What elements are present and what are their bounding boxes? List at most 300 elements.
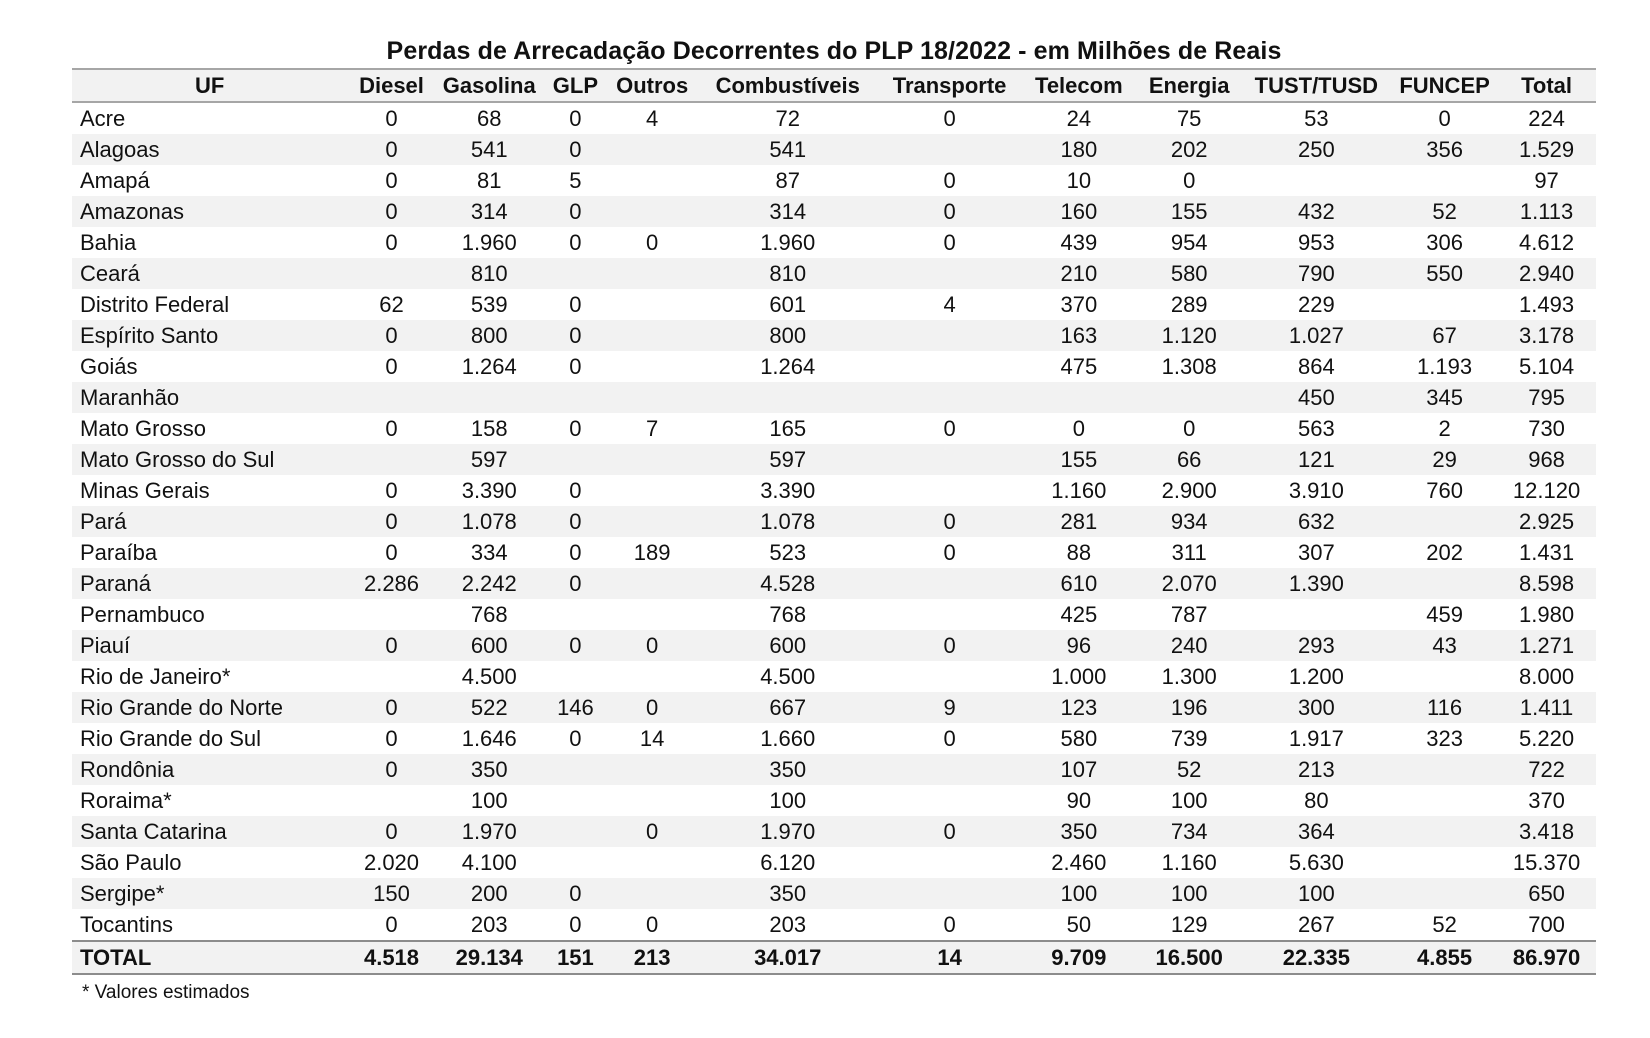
- value-cell-outros: [608, 599, 696, 630]
- value-cell-combustiveis: 810: [696, 258, 879, 289]
- value-cell-outros: 7: [646, 415, 659, 441]
- state-name-cell: Mato Grosso: [80, 415, 206, 441]
- value-cell-telecom: 50: [1066, 911, 1092, 937]
- value-cell-gasolina: 334: [470, 539, 508, 565]
- table-row: [72, 630, 1596, 661]
- value-cell-gasolina: 4.500: [461, 663, 517, 689]
- header-row: [72, 69, 1596, 102]
- value-cell-gasolina: 1.970: [436, 816, 543, 847]
- state-name-cell: Mato Grosso do Sul: [72, 444, 347, 475]
- value-cell-energia: 2.900: [1161, 477, 1217, 503]
- value-cell-energia: [1138, 382, 1241, 413]
- value-cell-tust-tusd: 100: [1241, 878, 1392, 909]
- value-cell-combustiveis: 768: [769, 601, 807, 627]
- value-cell-transporte: 0: [943, 911, 956, 937]
- value-cell-energia: 52: [1138, 754, 1241, 785]
- value-cell-glp: 146: [543, 692, 608, 723]
- value-cell-glp: [543, 754, 608, 785]
- value-cell-telecom: 100: [1020, 878, 1138, 909]
- state-name-cell: Sergipe*: [72, 878, 347, 909]
- value-cell-total: 370: [1528, 787, 1565, 813]
- value-cell-tust-tusd: 1.200: [1288, 663, 1344, 689]
- value-cell-diesel: 150: [347, 878, 435, 909]
- revenue-loss-table: [72, 68, 1596, 975]
- table-row: [72, 227, 1596, 258]
- value-cell-tust-tusd: 267: [1298, 911, 1335, 937]
- table-row: [72, 599, 1596, 630]
- value-cell-diesel: 62: [379, 291, 404, 317]
- value-cell-combustiveis: 541: [696, 134, 879, 165]
- value-cell-combustiveis: 4.528: [696, 568, 879, 599]
- value-cell-transporte: [879, 134, 1020, 165]
- value-cell-funcep: 345: [1392, 382, 1497, 413]
- total-cell-energia: 16.500: [1138, 941, 1241, 974]
- total-row: [72, 941, 1596, 974]
- value-cell-energia: 75: [1176, 105, 1202, 131]
- value-cell-glp: [543, 816, 608, 847]
- value-cell-outros: [608, 289, 696, 320]
- state-name-cell: Tocantins: [80, 911, 173, 937]
- value-cell-diesel: 0: [385, 725, 398, 751]
- total-cell-telecom: 9.709: [1020, 941, 1138, 974]
- value-cell-outros: [608, 661, 696, 692]
- column-header-tust-tusd: TUST/TUSD: [1241, 69, 1392, 102]
- value-cell-tust-tusd: 450: [1241, 382, 1392, 413]
- table-row: [72, 320, 1596, 351]
- value-cell-total: 5.220: [1519, 725, 1575, 751]
- value-cell-outros: 4: [646, 105, 659, 131]
- value-cell-energia: 196: [1138, 692, 1241, 723]
- column-header-energia: Energia: [1138, 69, 1241, 102]
- value-cell-funcep: [1392, 816, 1497, 847]
- value-cell-tust-tusd: 3.910: [1288, 477, 1344, 503]
- value-cell-total: 1.113: [1497, 196, 1596, 227]
- value-cell-transporte: 0: [943, 415, 956, 441]
- value-cell-total: 2.940: [1497, 258, 1596, 289]
- table-row: [72, 847, 1596, 878]
- value-cell-telecom: 88: [1066, 539, 1092, 565]
- value-cell-transporte: 0: [943, 167, 956, 193]
- value-cell-total: 3.178: [1497, 320, 1596, 351]
- value-cell-combustiveis: 203: [769, 911, 807, 937]
- value-cell-diesel: 0: [347, 692, 435, 723]
- state-name-cell: Paraíba: [80, 539, 158, 565]
- total-cell-tust-tusd: 22.335: [1241, 941, 1392, 974]
- value-cell-gasolina: 600: [436, 630, 543, 661]
- value-cell-energia: 739: [1170, 725, 1208, 751]
- value-cell-telecom: 210: [1020, 258, 1138, 289]
- value-cell-energia: 240: [1138, 630, 1241, 661]
- value-cell-outros: [608, 847, 696, 878]
- value-cell-tust-tusd: 563: [1298, 415, 1335, 441]
- value-cell-funcep: [1392, 289, 1497, 320]
- value-cell-total: 5.104: [1519, 353, 1575, 379]
- value-cell-tust-tusd: 432: [1241, 196, 1392, 227]
- value-cell-combustiveis: 314: [696, 196, 879, 227]
- value-cell-tust-tusd: 864: [1298, 353, 1335, 379]
- value-cell-diesel: 2.286: [347, 568, 435, 599]
- value-cell-transporte: [879, 320, 1020, 351]
- value-cell-tust-tusd: 1.390: [1241, 568, 1392, 599]
- table-row: [72, 537, 1596, 568]
- value-cell-glp: 0: [569, 539, 582, 565]
- value-cell-total: 650: [1497, 878, 1596, 909]
- value-cell-total: 4.612: [1519, 229, 1575, 255]
- value-cell-total: 722: [1497, 754, 1596, 785]
- value-cell-diesel: 0: [347, 754, 435, 785]
- table-body: [72, 102, 1596, 941]
- value-cell-outros: [608, 196, 696, 227]
- value-cell-glp: [543, 258, 608, 289]
- value-cell-transporte: [879, 444, 1020, 475]
- value-cell-funcep: 356: [1392, 134, 1497, 165]
- value-cell-funcep: [1392, 506, 1497, 537]
- value-cell-telecom: 370: [1060, 291, 1098, 317]
- value-cell-glp: 0: [569, 477, 582, 503]
- value-cell-diesel: [347, 661, 435, 692]
- value-cell-telecom: 107: [1020, 754, 1138, 785]
- value-cell-gasolina: 314: [436, 196, 543, 227]
- value-cell-total: 1.411: [1497, 692, 1596, 723]
- value-cell-transporte: 4: [943, 291, 956, 317]
- value-cell-transporte: 0: [879, 506, 1020, 537]
- state-name-cell: São Paulo: [80, 849, 182, 875]
- value-cell-combustiveis: 4.500: [760, 663, 816, 689]
- value-cell-tust-tusd: 229: [1298, 291, 1335, 317]
- value-cell-telecom: 281: [1020, 506, 1138, 537]
- value-cell-transporte: 0: [879, 196, 1020, 227]
- value-cell-energia: 0: [1183, 415, 1196, 441]
- value-cell-funcep: [1392, 754, 1497, 785]
- value-cell-total: 8.598: [1497, 568, 1596, 599]
- value-cell-energia: 289: [1170, 291, 1208, 317]
- state-name-cell: Pernambuco: [80, 601, 205, 627]
- value-cell-combustiveis: 72: [775, 105, 800, 131]
- state-name-cell: Bahia: [80, 229, 137, 255]
- value-cell-telecom: 580: [1060, 725, 1098, 751]
- table-row: [72, 568, 1596, 599]
- value-cell-energia: 1.308: [1161, 353, 1217, 379]
- value-cell-tust-tusd: 121: [1241, 444, 1392, 475]
- value-cell-funcep: 0: [1438, 105, 1451, 131]
- value-cell-energia: 580: [1138, 258, 1241, 289]
- value-cell-glp: 0: [569, 291, 582, 317]
- value-cell-combustiveis: 3.390: [760, 477, 816, 503]
- value-cell-outros: 14: [639, 725, 665, 751]
- value-cell-energia: 2.070: [1138, 568, 1241, 599]
- column-header-total: Total: [1497, 69, 1596, 102]
- column-header-funcep: FUNCEP: [1392, 69, 1497, 102]
- value-cell-total: 1.271: [1497, 630, 1596, 661]
- table-row: [72, 723, 1596, 754]
- value-cell-outros: [608, 258, 696, 289]
- value-cell-funcep: 67: [1392, 320, 1497, 351]
- value-cell-gasolina: 1.078: [436, 506, 543, 537]
- value-cell-combustiveis: 1.264: [760, 353, 816, 379]
- value-cell-diesel: 0: [385, 539, 398, 565]
- value-cell-outros: [608, 754, 696, 785]
- value-cell-energia: 66: [1138, 444, 1241, 475]
- value-cell-combustiveis: 100: [769, 787, 807, 813]
- value-cell-glp: 0: [569, 415, 582, 441]
- state-name-cell: Rio Grande do Sul: [80, 725, 261, 751]
- footnote: * Valores estimados: [82, 982, 250, 1003]
- column-header-uf: UF: [72, 69, 347, 102]
- value-cell-combustiveis: 87: [775, 167, 800, 193]
- value-cell-diesel: [347, 258, 435, 289]
- value-cell-funcep: [1392, 785, 1497, 816]
- value-cell-tust-tusd: 80: [1304, 787, 1329, 813]
- value-cell-transporte: [879, 754, 1020, 785]
- value-cell-gasolina: 1.646: [461, 725, 517, 751]
- value-cell-tust-tusd: 364: [1241, 816, 1392, 847]
- value-cell-combustiveis: 1.660: [760, 725, 816, 751]
- state-name-cell: Alagoas: [72, 134, 347, 165]
- value-cell-glp: [543, 785, 608, 816]
- value-cell-outros: 0: [608, 630, 696, 661]
- value-cell-gasolina: 597: [436, 444, 543, 475]
- value-cell-funcep: 29: [1392, 444, 1497, 475]
- value-cell-tust-tusd: 213: [1241, 754, 1392, 785]
- value-cell-telecom: 425: [1060, 601, 1098, 627]
- value-cell-transporte: 0: [879, 630, 1020, 661]
- value-cell-energia: 1.120: [1138, 320, 1241, 351]
- value-cell-tust-tusd: 307: [1298, 539, 1335, 565]
- value-cell-total: 15.370: [1512, 849, 1581, 875]
- value-cell-transporte: 0: [879, 816, 1020, 847]
- value-cell-tust-tusd: 53: [1304, 105, 1329, 131]
- value-cell-glp: 5: [569, 167, 582, 193]
- value-cell-telecom: 160: [1020, 196, 1138, 227]
- value-cell-outros: 0: [646, 229, 659, 255]
- value-cell-funcep: [1392, 878, 1497, 909]
- value-cell-combustiveis: 523: [769, 539, 807, 565]
- value-cell-gasolina: 1.960: [461, 229, 517, 255]
- value-cell-gasolina: 4.100: [461, 849, 517, 875]
- value-cell-telecom: 1.160: [1051, 477, 1107, 503]
- value-cell-gasolina: 100: [470, 787, 508, 813]
- value-cell-combustiveis: 597: [696, 444, 879, 475]
- value-cell-telecom: 439: [1060, 229, 1098, 255]
- value-cell-transporte: 0: [943, 539, 956, 565]
- value-cell-total: 1.493: [1519, 291, 1575, 317]
- value-cell-gasolina: 203: [470, 911, 508, 937]
- table-row: [72, 196, 1596, 227]
- value-cell-outros: [608, 785, 696, 816]
- value-cell-gasolina: 350: [436, 754, 543, 785]
- state-name-cell: Paraná: [72, 568, 347, 599]
- value-cell-telecom: 155: [1020, 444, 1138, 475]
- value-cell-diesel: 0: [385, 167, 398, 193]
- value-cell-tust-tusd: [1241, 165, 1392, 196]
- value-cell-glp: 0: [569, 229, 582, 255]
- value-cell-gasolina: 2.242: [436, 568, 543, 599]
- value-cell-gasolina: 768: [470, 601, 508, 627]
- value-cell-combustiveis: 6.120: [760, 849, 816, 875]
- state-name-cell: Acre: [80, 105, 126, 131]
- value-cell-glp: 0: [569, 353, 582, 379]
- value-cell-funcep: [1392, 661, 1497, 692]
- total-cell-total: 86.970: [1497, 941, 1596, 974]
- value-cell-funcep: 459: [1426, 601, 1463, 627]
- table-row: [72, 506, 1596, 537]
- value-cell-transporte: [879, 661, 1020, 692]
- value-cell-funcep: 202: [1426, 539, 1463, 565]
- value-cell-funcep: 323: [1426, 725, 1463, 751]
- value-cell-outros: [608, 351, 696, 382]
- value-cell-diesel: 0: [385, 477, 398, 503]
- value-cell-outros: [608, 475, 696, 506]
- value-cell-tust-tusd: 300: [1241, 692, 1392, 723]
- value-cell-diesel: 2.020: [363, 849, 420, 875]
- value-cell-tust-tusd: 1.027: [1241, 320, 1392, 351]
- value-cell-diesel: 0: [347, 134, 435, 165]
- value-cell-diesel: 0: [347, 506, 435, 537]
- value-cell-funcep: 760: [1426, 477, 1463, 503]
- value-cell-total: 1.980: [1519, 601, 1575, 627]
- column-header-outros: Outros: [608, 69, 696, 102]
- state-name-cell: Rio Grande do Norte: [72, 692, 347, 723]
- state-name-cell: Amapá: [80, 167, 150, 193]
- value-cell-total: 730: [1528, 415, 1565, 441]
- value-cell-transporte: 0: [943, 229, 956, 255]
- total-cell-diesel: 4.518: [347, 941, 435, 974]
- state-name-cell: Maranhão: [72, 382, 347, 413]
- value-cell-outros: [608, 134, 696, 165]
- value-cell-combustiveis: 667: [696, 692, 879, 723]
- value-cell-telecom: 24: [1066, 105, 1092, 131]
- table-row: [72, 909, 1596, 941]
- value-cell-outros: [608, 165, 696, 196]
- value-cell-funcep: 550: [1392, 258, 1497, 289]
- value-cell-energia: 129: [1170, 911, 1208, 937]
- value-cell-diesel: [347, 785, 435, 816]
- value-cell-funcep: 306: [1426, 229, 1463, 255]
- value-cell-glp: [543, 444, 608, 475]
- value-cell-outros: [608, 382, 696, 413]
- value-cell-tust-tusd: 953: [1298, 229, 1335, 255]
- value-cell-total: 224: [1528, 105, 1565, 131]
- value-cell-telecom: 0: [1072, 415, 1085, 441]
- value-cell-total: 1.431: [1519, 539, 1575, 565]
- value-cell-outros: [608, 506, 696, 537]
- state-name-cell: Piauí: [72, 630, 347, 661]
- value-cell-energia: 1.300: [1161, 663, 1217, 689]
- value-cell-transporte: [879, 785, 1020, 816]
- column-header-diesel: Diesel: [347, 69, 435, 102]
- value-cell-total: 12.120: [1512, 477, 1581, 503]
- table-row: [72, 754, 1596, 785]
- value-cell-telecom: 96: [1020, 630, 1138, 661]
- value-cell-diesel: 0: [385, 353, 398, 379]
- value-cell-outros: [608, 568, 696, 599]
- value-cell-diesel: [347, 599, 435, 630]
- state-name-cell: Rio de Janeiro*: [80, 663, 231, 689]
- total-cell-gasolina: 29.134: [436, 941, 543, 974]
- value-cell-gasolina: 158: [470, 415, 508, 441]
- value-cell-glp: 0: [569, 725, 582, 751]
- value-cell-glp: 0: [543, 134, 608, 165]
- value-cell-gasolina: 810: [436, 258, 543, 289]
- value-cell-funcep: 52: [1432, 911, 1457, 937]
- table-row: [72, 816, 1596, 847]
- value-cell-outros: 0: [646, 911, 659, 937]
- value-cell-combustiveis: 165: [769, 415, 807, 441]
- value-cell-glp: 0: [569, 105, 582, 131]
- value-cell-combustiveis: 350: [696, 754, 879, 785]
- total-cell-funcep: 4.855: [1392, 941, 1497, 974]
- total-cell-transporte: 14: [879, 941, 1020, 974]
- value-cell-telecom: 475: [1060, 353, 1098, 379]
- value-cell-tust-tusd: 1.917: [1288, 725, 1344, 751]
- value-cell-funcep: [1392, 165, 1497, 196]
- value-cell-outros: [608, 320, 696, 351]
- value-cell-total: 97: [1534, 167, 1559, 193]
- state-name-cell: Ceará: [72, 258, 347, 289]
- value-cell-telecom: 1.000: [1051, 663, 1107, 689]
- value-cell-gasolina: 68: [477, 105, 502, 131]
- value-cell-energia: 0: [1183, 167, 1196, 193]
- value-cell-tust-tusd: [1241, 599, 1392, 630]
- value-cell-combustiveis: 600: [696, 630, 879, 661]
- table-row: [72, 165, 1596, 196]
- value-cell-telecom: 163: [1020, 320, 1138, 351]
- total-cell-outros: 213: [608, 941, 696, 974]
- value-cell-gasolina: 539: [470, 291, 508, 317]
- table-row: [72, 785, 1596, 816]
- state-name-cell: Goiás: [80, 353, 138, 379]
- value-cell-combustiveis: [696, 382, 879, 413]
- value-cell-gasolina: 522: [436, 692, 543, 723]
- value-cell-transporte: [879, 878, 1020, 909]
- value-cell-transporte: 9: [879, 692, 1020, 723]
- value-cell-glp: 0: [543, 568, 608, 599]
- value-cell-funcep: 1.193: [1417, 353, 1473, 379]
- value-cell-tust-tusd: 790: [1241, 258, 1392, 289]
- value-cell-telecom: 350: [1020, 816, 1138, 847]
- value-cell-telecom: [1020, 382, 1138, 413]
- value-cell-transporte: [879, 258, 1020, 289]
- value-cell-diesel: 0: [385, 229, 398, 255]
- value-cell-gasolina: 541: [436, 134, 543, 165]
- value-cell-transporte: [879, 568, 1020, 599]
- total-cell-combustiveis: 34.017: [696, 941, 879, 974]
- value-cell-telecom: 123: [1020, 692, 1138, 723]
- state-name-cell: Roraima*: [80, 787, 172, 813]
- table-row: [72, 382, 1596, 413]
- value-cell-total: 3.418: [1497, 816, 1596, 847]
- state-name-cell: Distrito Federal: [80, 291, 230, 317]
- value-cell-telecom: 90: [1066, 787, 1092, 813]
- value-cell-diesel: 0: [347, 320, 435, 351]
- column-header-transporte: Transporte: [879, 69, 1020, 102]
- value-cell-gasolina: [436, 382, 543, 413]
- value-cell-glp: 0: [543, 320, 608, 351]
- state-name-cell: Santa Catarina: [72, 816, 347, 847]
- value-cell-total: 968: [1497, 444, 1596, 475]
- value-cell-tust-tusd: 632: [1241, 506, 1392, 537]
- value-cell-gasolina: 3.390: [461, 477, 517, 503]
- table-row: [72, 351, 1596, 382]
- value-cell-transporte: [879, 475, 1020, 506]
- value-cell-gasolina: 800: [436, 320, 543, 351]
- value-cell-energia: 100: [1170, 787, 1208, 813]
- value-cell-telecom: 180: [1020, 134, 1138, 165]
- value-cell-energia: 155: [1138, 196, 1241, 227]
- value-cell-diesel: 0: [385, 911, 398, 937]
- table-row: [72, 475, 1596, 506]
- value-cell-diesel: 0: [347, 816, 435, 847]
